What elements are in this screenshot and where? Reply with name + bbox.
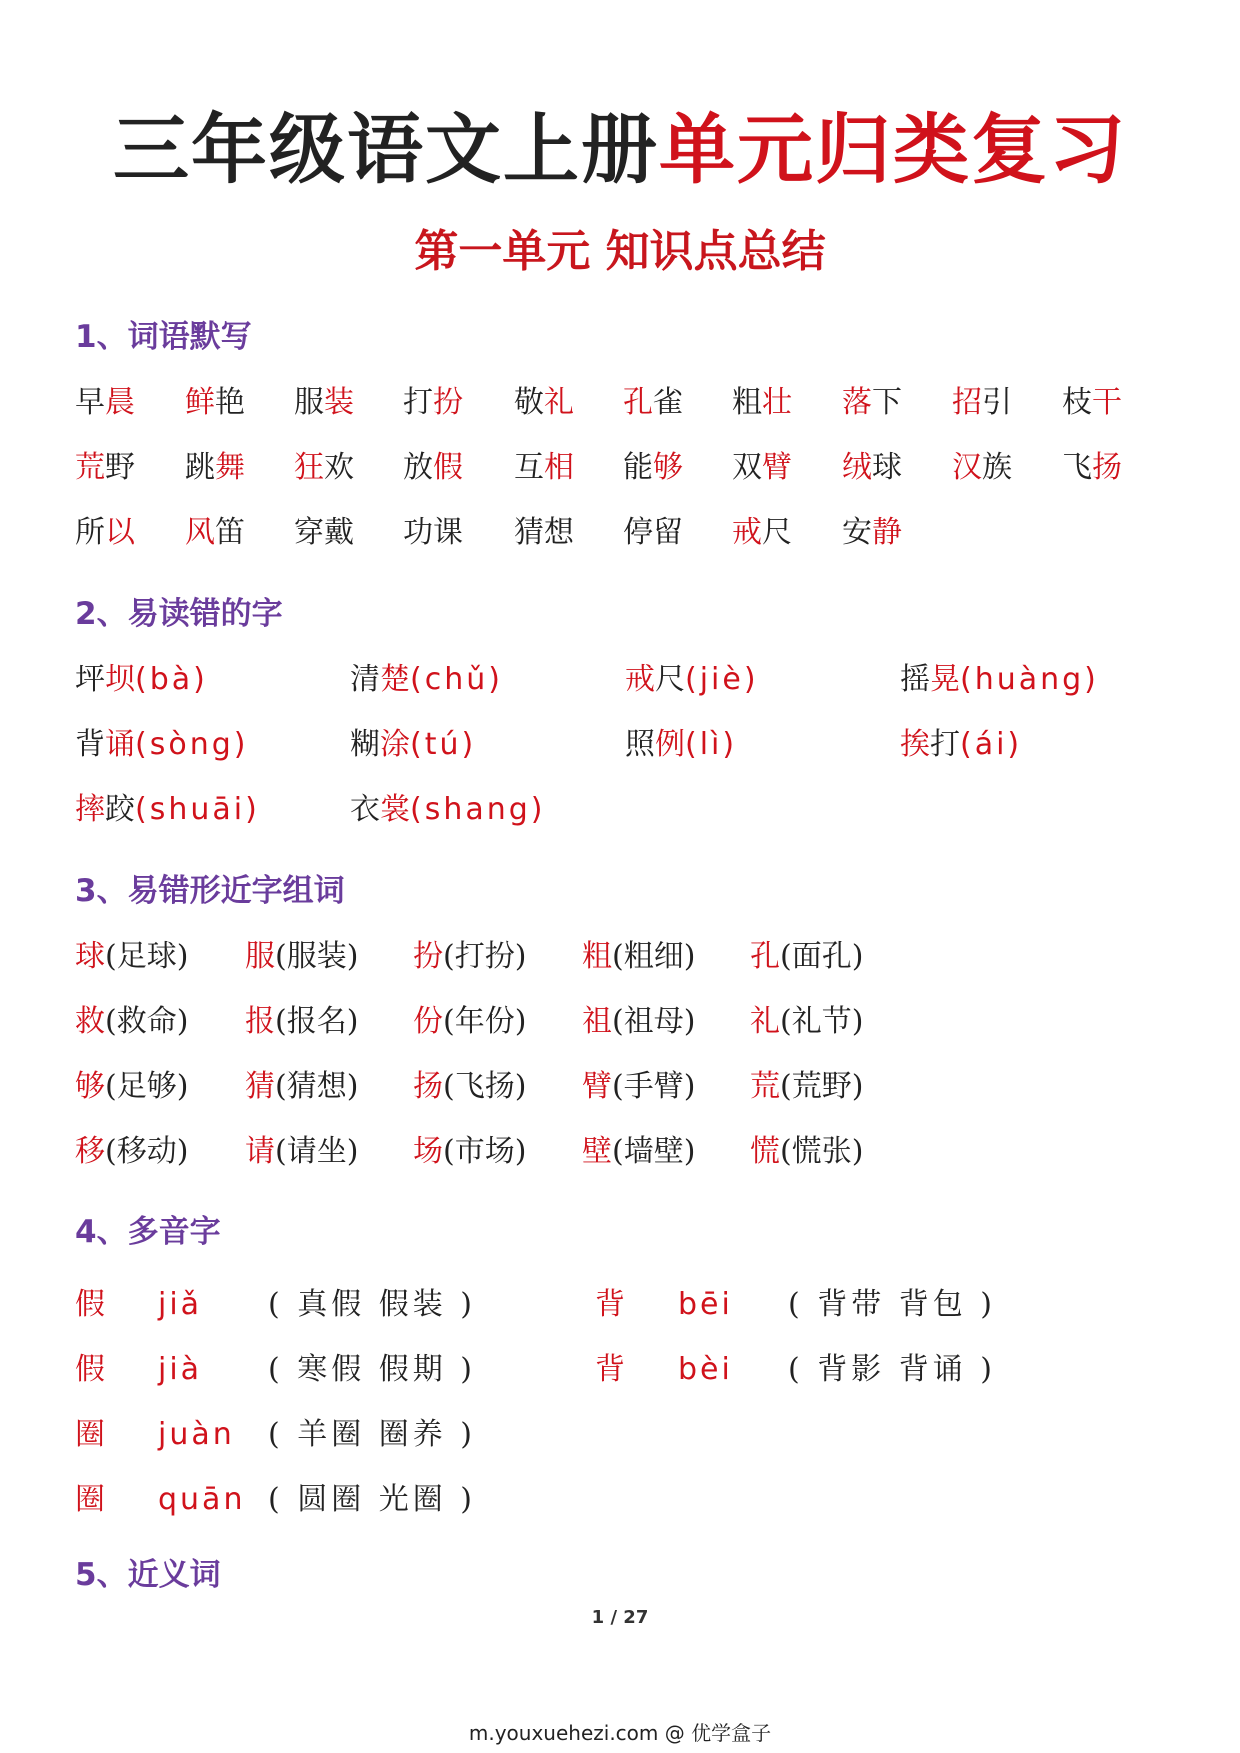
segment: 球: [75, 939, 105, 974]
polyphone-words: ( 寒假 假期 ): [268, 1352, 477, 1387]
polyphone-char: 圈: [75, 1482, 105, 1517]
segment: 枝: [1062, 385, 1092, 420]
segment: 招: [952, 385, 982, 420]
segment: 够: [75, 1069, 105, 1104]
segment: (huàng): [960, 662, 1099, 697]
segment: 粗: [582, 939, 612, 974]
polyphone-words: ( 圆圈 光圈 ): [268, 1482, 477, 1517]
segment: 场: [413, 1134, 443, 1169]
segment: 球: [872, 450, 902, 485]
segment: 打: [403, 385, 433, 420]
segment: (jiè): [685, 662, 759, 697]
segment: 粗: [732, 385, 762, 420]
segment: 功课: [403, 515, 463, 550]
segment: (荒野): [780, 1069, 864, 1104]
polyphone-pinyin: bēi: [678, 1287, 733, 1322]
segment: 双: [732, 450, 762, 485]
segment: 跳: [185, 450, 215, 485]
segment: 装: [324, 385, 354, 420]
segment: 猜想: [514, 515, 574, 550]
polyphone-char: 背: [595, 1352, 625, 1387]
segment: 臂: [582, 1069, 612, 1104]
segment: (救命): [105, 1004, 189, 1039]
segment: 跤: [105, 792, 135, 827]
section-3-title: 3、易错形近字组词: [75, 873, 345, 909]
segment: 所: [75, 515, 105, 550]
segment: 汉: [952, 450, 982, 485]
segment: 背: [75, 727, 105, 762]
segment: 荒: [750, 1069, 780, 1104]
segment: 服: [294, 385, 324, 420]
segment: (祖母): [612, 1004, 696, 1039]
section-4-title: 4、多音字: [75, 1214, 221, 1250]
segment: 艳: [215, 385, 245, 420]
segment: (面孔): [780, 939, 864, 974]
segment: (shuāi): [135, 792, 260, 827]
polyphone-pinyin: jià: [158, 1352, 203, 1387]
segment: 早: [75, 385, 105, 420]
segment: 停留: [623, 515, 683, 550]
footer-text: m.youxuehezi.com @ 优学盒子: [468, 1721, 772, 1745]
section-1-title: 1、词语默写: [75, 319, 252, 355]
segment: 壮: [762, 385, 792, 420]
segment: 猜: [245, 1069, 275, 1104]
polyphone-pinyin: quān: [158, 1482, 246, 1517]
segment: (请坐): [275, 1134, 359, 1169]
segment: 服: [245, 939, 275, 974]
segment: 放: [403, 450, 433, 485]
segment: (墙壁): [612, 1134, 696, 1169]
main-title-black: 三年级语文上册: [113, 105, 659, 194]
segment: 族: [982, 450, 1012, 485]
segment: 裳: [380, 792, 410, 827]
segment: 诵: [105, 727, 135, 762]
segment: 欢: [324, 450, 354, 485]
segment: 例: [655, 727, 685, 762]
segment: 野: [105, 450, 135, 485]
segment: 笛: [215, 515, 245, 550]
segment: 救: [75, 1004, 105, 1039]
segment: 涂: [380, 727, 410, 762]
segment: (礼节): [780, 1004, 864, 1039]
polyphone-words: ( 真假 假装 ): [268, 1287, 477, 1322]
segment: 扮: [413, 939, 443, 974]
segment: 挨: [900, 727, 930, 762]
segment: 坪: [75, 662, 105, 697]
segment: 雀: [653, 385, 683, 420]
polyphone-pinyin: bèi: [678, 1352, 733, 1387]
page-number: 1 / 27: [591, 1607, 649, 1628]
polyphone-pinyin: jiǎ: [158, 1287, 203, 1322]
polyphone-char: 假: [75, 1287, 105, 1322]
segment: 舞: [215, 450, 245, 485]
segment: 下: [872, 385, 902, 420]
segment: (粗细): [612, 939, 696, 974]
segment: 穿戴: [294, 515, 354, 550]
segment: 祖: [582, 1004, 612, 1039]
segment: 落: [842, 385, 872, 420]
segment: (移动): [105, 1134, 189, 1169]
segment: 扮: [433, 385, 463, 420]
segment: 互: [514, 450, 544, 485]
segment: 干: [1092, 385, 1122, 420]
segment: 风: [185, 515, 215, 550]
segment: 慌: [750, 1134, 780, 1169]
segment: 孔: [623, 385, 653, 420]
segment: (报名): [275, 1004, 359, 1039]
polyphone-char: 背: [595, 1287, 625, 1322]
polyphone-char: 假: [75, 1352, 105, 1387]
section-5-title: 5、近义词: [75, 1557, 221, 1593]
segment: 礼: [544, 385, 574, 420]
segment: 衣: [350, 792, 380, 827]
segment: (ái): [960, 727, 1023, 762]
segment: 敬: [514, 385, 544, 420]
segment: 照: [625, 727, 655, 762]
segment: 晨: [105, 385, 135, 420]
segment: 份: [413, 1004, 443, 1039]
segment: 戒: [732, 515, 762, 550]
segment: 坝: [105, 662, 135, 697]
segment: (shang): [410, 792, 546, 827]
polyphone-char: 圈: [75, 1417, 105, 1452]
segment: 请: [245, 1134, 275, 1169]
segment: 摇: [900, 662, 930, 697]
segment: (chǔ): [410, 662, 503, 697]
segment: (市场): [443, 1134, 527, 1169]
segment: 壁: [582, 1134, 612, 1169]
main-title-red: 单元归类复习: [659, 105, 1127, 194]
section-2-title: 2、易读错的字: [75, 596, 283, 632]
segment: 移: [75, 1134, 105, 1169]
segment: 引: [982, 385, 1012, 420]
segment: (年份): [443, 1004, 527, 1039]
polyphone-pinyin: juàn: [158, 1417, 235, 1452]
segment: 扬: [413, 1069, 443, 1104]
segment: 荒: [75, 450, 105, 485]
segment: 安: [842, 515, 872, 550]
segment: 糊: [350, 727, 380, 762]
segment: (足够): [105, 1069, 189, 1104]
segment: 打: [930, 727, 960, 762]
segment: 假: [433, 450, 463, 485]
segment: 够: [653, 450, 683, 485]
segment: (飞扬): [443, 1069, 527, 1104]
segment: (lì): [685, 727, 738, 762]
segment: 尺: [762, 515, 792, 550]
segment: 鲜: [185, 385, 215, 420]
segment: 尺: [655, 662, 685, 697]
segment: 静: [872, 515, 902, 550]
segment: 报: [245, 1004, 275, 1039]
segment: (足球): [105, 939, 189, 974]
segment: 飞: [1062, 450, 1092, 485]
segment: (猜想): [275, 1069, 359, 1104]
segment: 礼: [750, 1004, 780, 1039]
segment: 臂: [762, 450, 792, 485]
segment: (服装): [275, 939, 359, 974]
segment: 能: [623, 450, 653, 485]
segment: 楚: [380, 662, 410, 697]
polyphone-words: ( 背带 背包 ): [788, 1287, 997, 1322]
segment: (手臂): [612, 1069, 696, 1104]
segment: (慌张): [780, 1134, 864, 1169]
polyphone-words: ( 背影 背诵 ): [788, 1352, 997, 1387]
segment: 以: [105, 515, 135, 550]
segment: 戒: [625, 662, 655, 697]
segment: 清: [350, 662, 380, 697]
segment: 摔: [75, 792, 105, 827]
segment: 狂: [294, 450, 324, 485]
segment: (sòng): [135, 727, 249, 762]
segment: 晃: [930, 662, 960, 697]
subtitle: 第一单元 知识点总结: [414, 226, 826, 277]
segment: (bà): [135, 662, 208, 697]
segment: 孔: [750, 939, 780, 974]
segment: 相: [544, 450, 574, 485]
polyphone-words: ( 羊圈 圈养 ): [268, 1417, 477, 1452]
segment: (tú): [410, 727, 477, 762]
segment: 绒: [842, 450, 872, 485]
segment: 扬: [1092, 450, 1122, 485]
segment: (打扮): [443, 939, 527, 974]
